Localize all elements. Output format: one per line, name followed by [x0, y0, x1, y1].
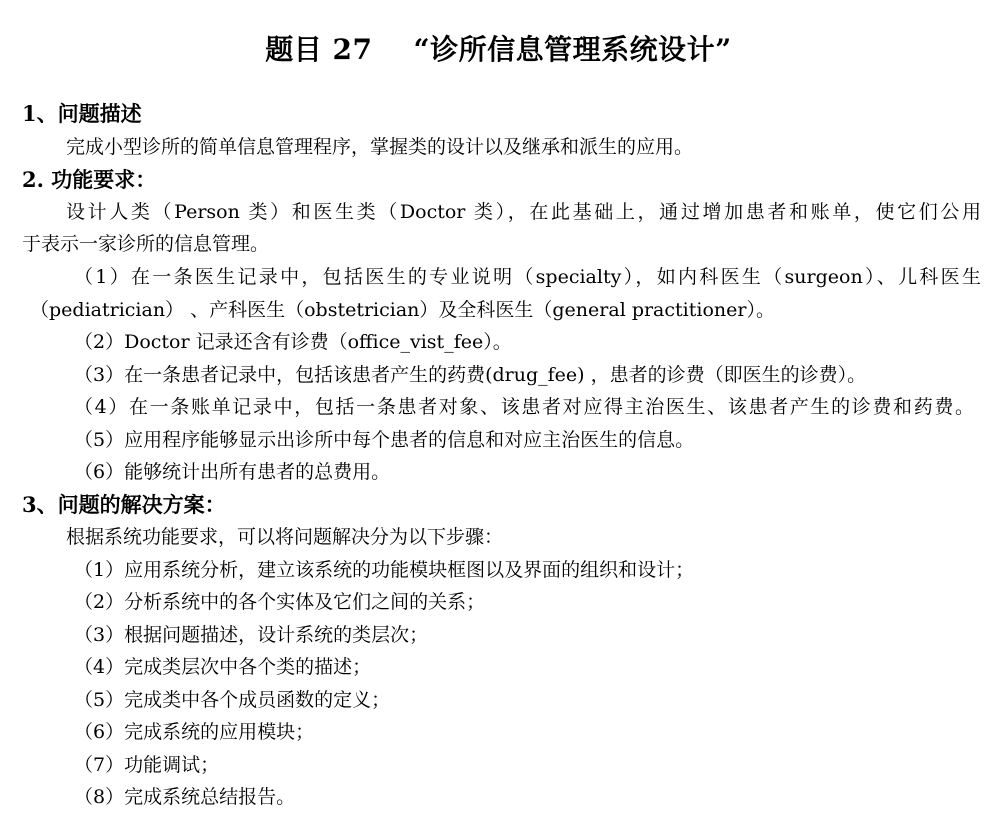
- requirement-item-2: （2）Doctor 记录还含有诊费（office_vist_fee）。: [74, 331, 512, 353]
- problem-description-text: 完成小型诊所的简单信息管理程序，掌握类的设计以及继承和派生的应用。: [66, 136, 694, 158]
- requirement-item-5: （5）应用程序能够显示出诊所中每个患者的信息和对应主治医生的信息。: [74, 429, 695, 451]
- requirements-intro-line2: 于表示一家诊所的信息管理。: [22, 233, 270, 255]
- requirement-item-4: （4）在一条账单记录中，包括一条患者对象、该患者对应得主治医生、该患者产生的诊费和药费。: [74, 396, 974, 418]
- document-title: 题目 27 “诊所信息管理系统设计”: [265, 33, 732, 66]
- solution-step-1: （1）应用系统分析，建立该系统的功能模块框图以及界面的组织和设计；: [74, 559, 695, 581]
- solution-step-5: （5）完成类中各个成员函数的定义；: [74, 689, 391, 711]
- section-heading-requirements: 2. 功能要求：: [22, 167, 157, 192]
- requirement-item-6: （6）能够统计出所有患者的总费用。: [74, 461, 391, 483]
- solution-step-8: （8）完成系统总结报告。: [74, 786, 296, 808]
- solution-step-4: （4）完成类层次中各个类的描述；: [74, 656, 372, 678]
- requirements-intro-line1: 设计人类（Person 类）和医生类（Doctor 类），在此基础上，通过增加患者和账单，使它们公用: [66, 201, 981, 223]
- section-heading-solution: 3、问题的解决方案：: [22, 492, 226, 517]
- solution-step-7: （7）功能调试；: [74, 754, 220, 776]
- solution-step-3: （3）根据问题描述，设计系统的类层次；: [74, 624, 429, 646]
- solution-step-6: （6）完成系统的应用模块；: [74, 721, 315, 743]
- solution-step-2: （2）分析系统中的各个实体及它们之间的关系；: [74, 591, 486, 613]
- requirement-item-1b: （pediatrician） 、产科医生（obstetrician）及全科医生（general practitioner）。: [30, 299, 775, 321]
- requirement-item-1a: （1）在一条医生记录中，包括医生的专业说明（specialty），如内科医生（surgeon）、儿科医生: [74, 266, 981, 288]
- solution-intro: 根据系统功能要求，可以将问题解决分为以下步骤：: [66, 526, 504, 548]
- section-heading-problem: 1、问题描述: [22, 101, 142, 126]
- requirement-item-3: （3）在一条患者记录中，包括该患者产生的药费(drug_fee) ，患者的诊费（即医生的诊费）。: [74, 364, 867, 386]
